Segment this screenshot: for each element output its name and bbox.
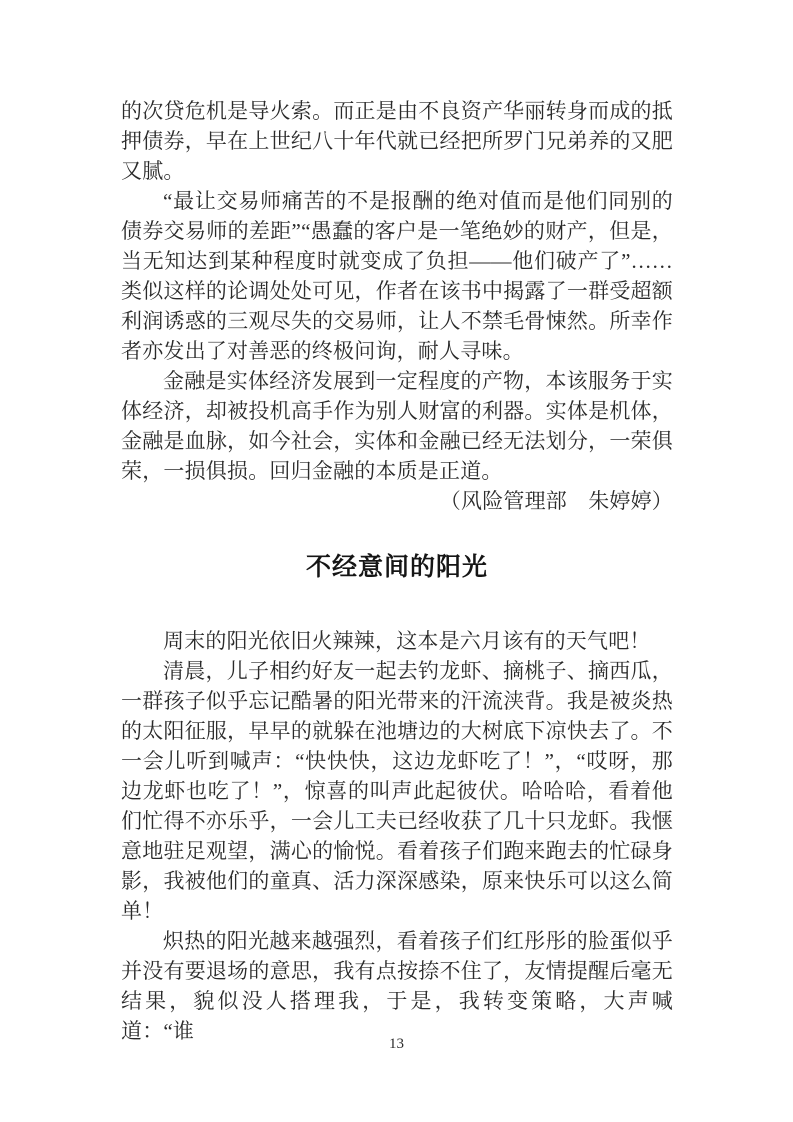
page-number: 13 [389, 1036, 404, 1052]
article-sunshine [121, 551, 673, 1046]
article-previous-continuation [121, 96, 673, 516]
paragraph-hot-sun: 炽热的阳光越来越强烈，看着孩子们红彤彤的脸蛋似乎并没有要退场的意思，我有点按捺不住了，友情提醒后毫无结果，貌似没人搭理我，于是，我转变策略，大声喊道：“谁 [121, 929, 673, 1043]
paragraph-finance-essence: 金融是实体经济发展到一定程度的产物，本该服务于实体经济，却被投机高手作为别人财富的利器。实体是机体，金融是血脉，如今社会，实体和金融已经无法划分，一荣俱荣，一损俱损。回归金融的本质是正道。 [121, 369, 673, 483]
paragraph-quote-traders: “最让交易师痛苦的不是报酬的绝对值而是他们同别的债券交易师的差距”“愚蠢的客户是一笔绝妙的财产，但是，当无知达到某种程度时就变成了负担——他们破产了”……类似这样的论调处处可见，作者在该书中揭露了一群受超额利润诱惑的三观尽失的交易师，让人不禁毛骨悚然。所幸作者亦发出了对善恶的终极问询，耐人寻味。 [121, 189, 673, 363]
paragraph-continuation: 的次贷危机是导火索。而正是由不良资产华丽转身而成的抵押债券，早在上世纪八十年代就已经把所罗门兄弟养的又肥又腻。 [121, 99, 673, 183]
paragraph-weekend-sun: 周末的阳光依旧火辣辣，这本是六月该有的天气吧！ [163, 629, 651, 653]
author-attribution: （风险管理部 朱婷婷） [439, 489, 673, 513]
page-content [121, 96, 673, 1046]
article-title: 不经意间的阳光 [305, 553, 488, 581]
paragraph-morning-crayfish: 清晨，儿子相约好友一起去钓龙虾、摘桃子、摘西瓜，一群孩子似乎忘记酷暑的阳光带来的汗流浃背。我是被炎热的太阳征服，早早的就躲在池塘边的大树底下凉快去了。不一会儿听到喊声：“快快快，这边龙虾吃了！”，“哎呀，那边龙虾也吃了！”，惊喜的叫声此起彼伏。哈哈哈，看着他们忙得不亦乐乎，一会儿工夫已经收获了几十只龙虾。我惬意地驻足观望，满心的愉悦。看着孩子们跑来跑去的忙碌身影，我被他们的童真、活力深深感染，原来快乐可以这么简单！ [121, 659, 673, 923]
